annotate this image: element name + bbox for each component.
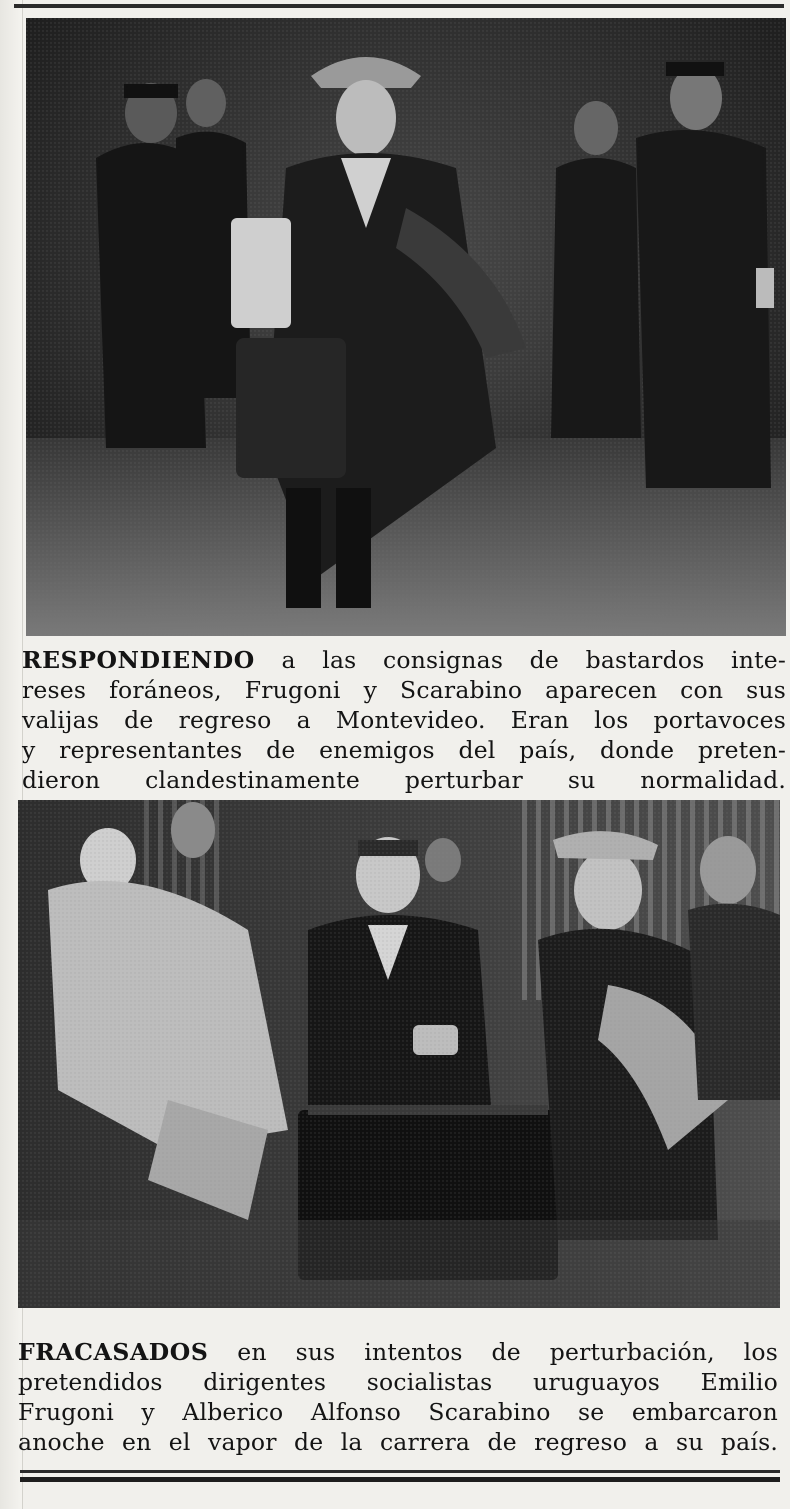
photo-1-image: [26, 18, 786, 636]
caption-2-line-3: Frugoni y Alberico Alfonso Scarabino se embarcaron: [18, 1398, 778, 1426]
caption-1-line-4: y representantes de enemigos del país, donde preten-: [22, 736, 786, 764]
caption-1-line-3: valijas de regreso a Montevideo. Eran los portavoces: [22, 706, 786, 734]
photo-2-caption: [18, 1337, 778, 1457]
photo-boarding-steamer: [18, 800, 780, 1308]
caption-2-line-1-text: en sus intentos de perturbación, los: [208, 1338, 778, 1366]
caption-2-line-2: pretendidos dirigentes socialistas uruguayos Emilio: [18, 1368, 778, 1396]
caption-1-line-1-text: a las consignas de bastardos inte-: [254, 646, 786, 674]
caption-1-line-2: reses foráneos, Frugoni y Scarabino aparecen con sus: [22, 676, 786, 704]
caption-1-line-5: dieron clandestinamente perturbar su normalidad.: [22, 766, 786, 794]
caption-1-lead: RESPONDIENDO: [22, 646, 255, 674]
photo-2-image: [18, 800, 780, 1308]
caption-2-lead: FRACASADOS: [18, 1338, 209, 1366]
photo-departure-with-suitcases: [26, 18, 786, 636]
caption-2-line-1: [18, 1337, 778, 1367]
photo-1-caption: [22, 645, 786, 795]
caption-1-line-1: [22, 645, 786, 675]
bottom-rule-thin: [20, 1470, 780, 1473]
caption-2-line-4: anoche en el vapor de la carrera de regreso a su país.: [18, 1428, 778, 1456]
bottom-rule-thick: [20, 1477, 780, 1482]
top-rule: [14, 4, 784, 8]
